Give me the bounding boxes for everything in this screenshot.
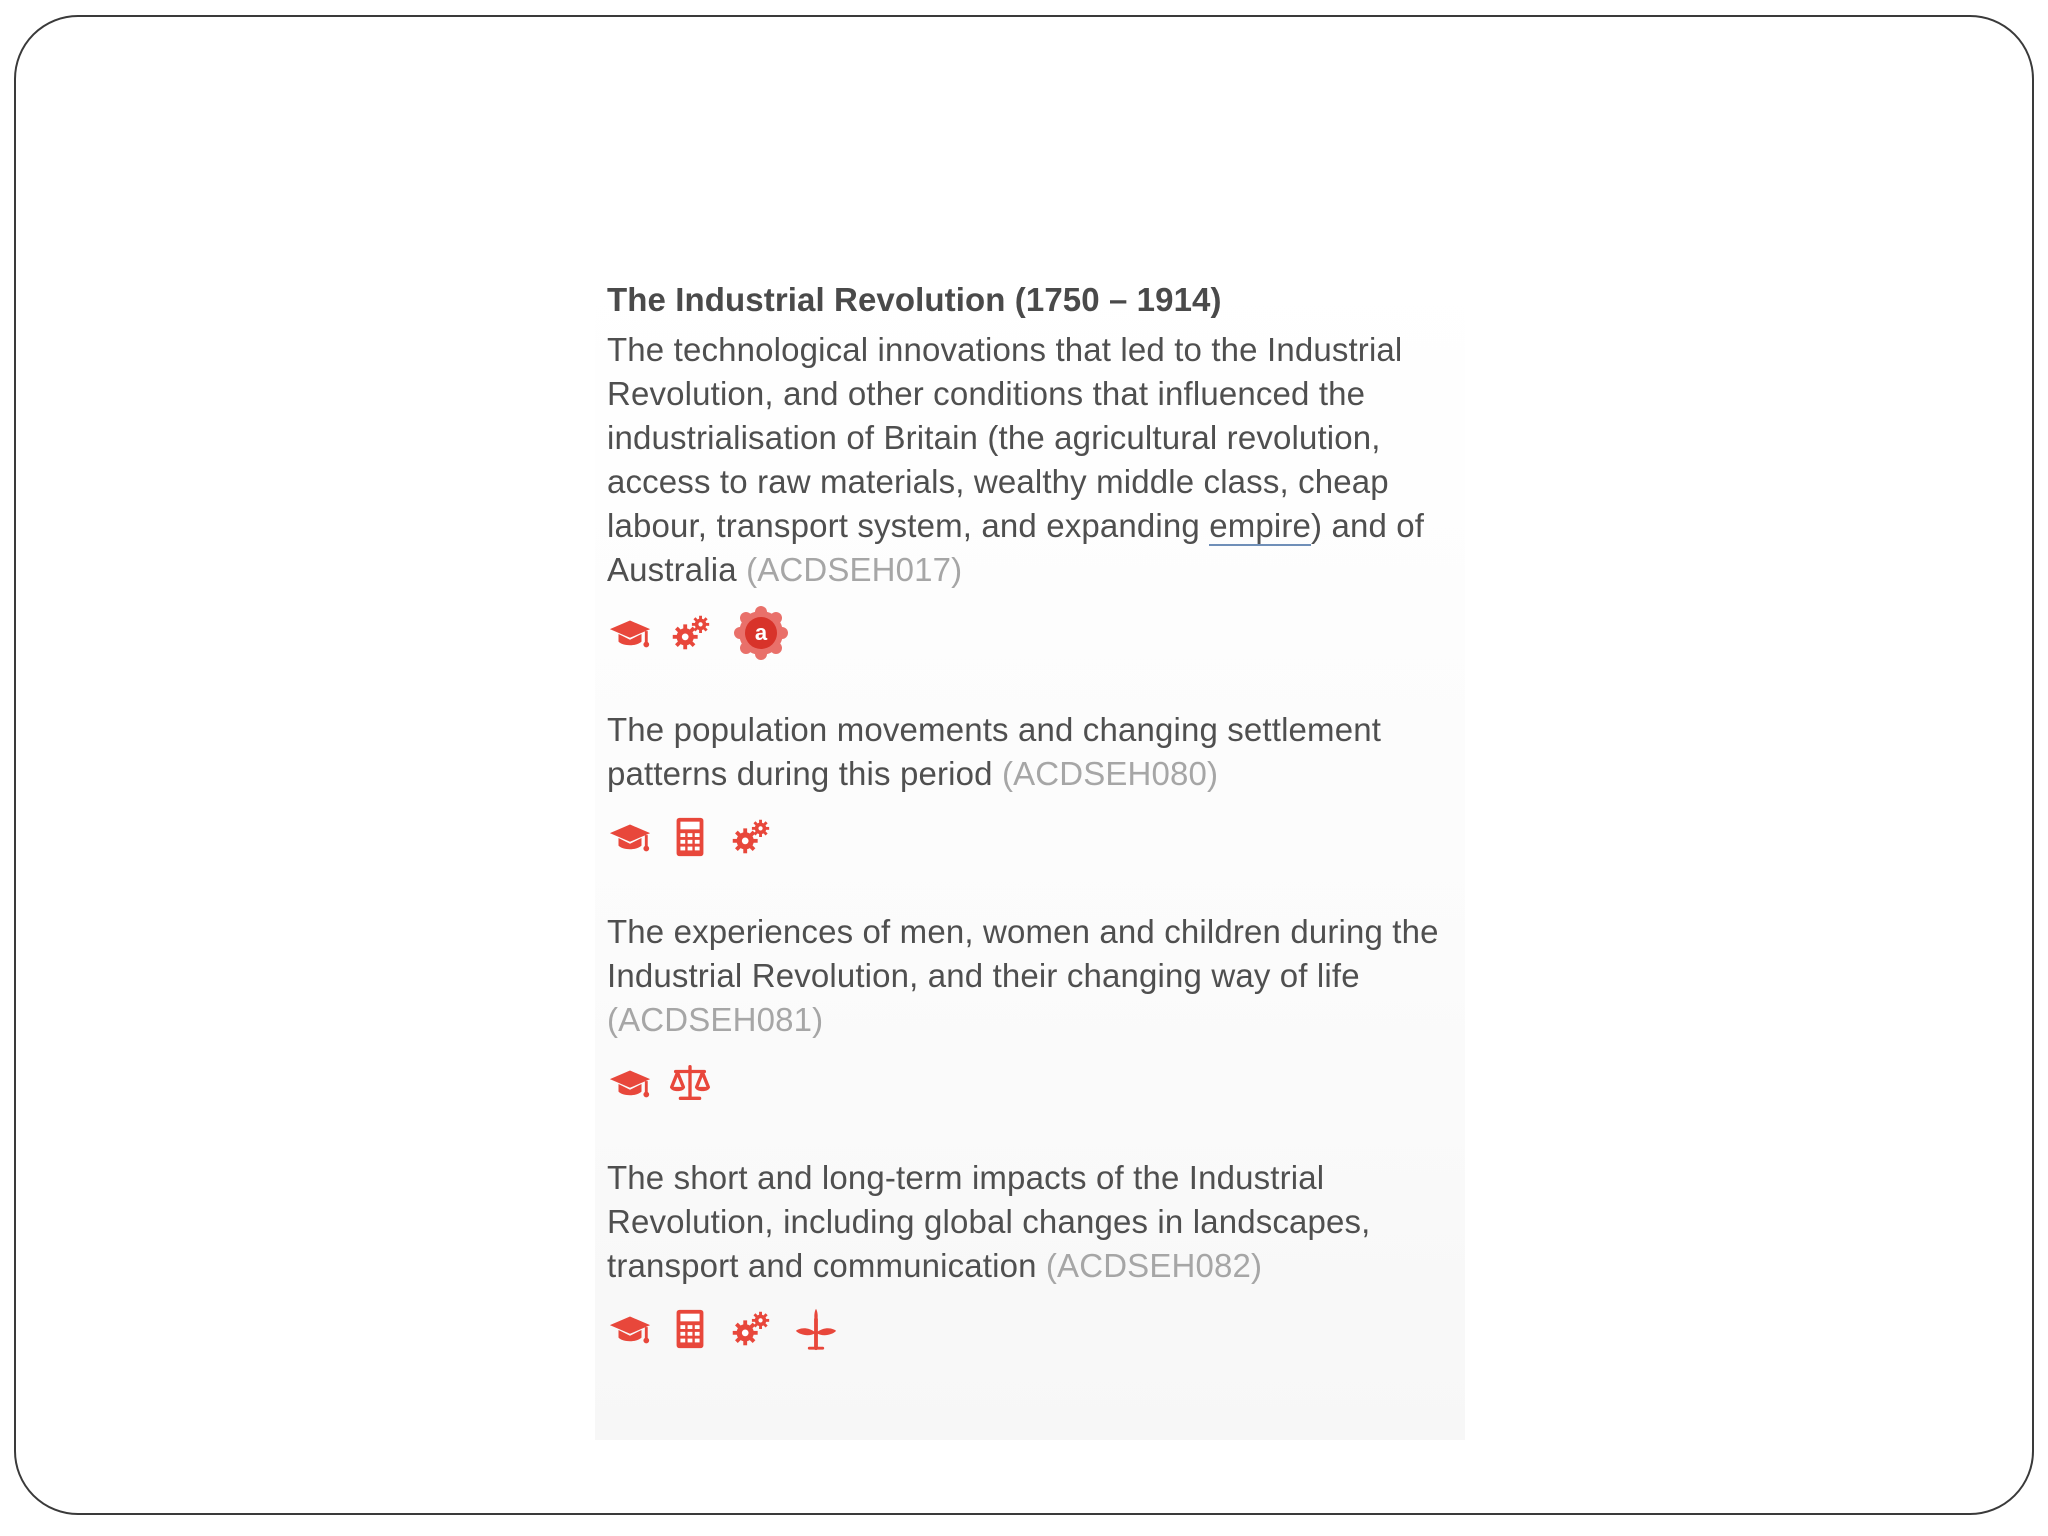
graduation-cap-icon[interactable] xyxy=(607,1306,653,1352)
content-code[interactable]: (ACDSEH082) xyxy=(1045,1247,1263,1284)
curriculum-content xyxy=(607,276,1467,1402)
section-heading: The Industrial Revolution (1750 – 1914) xyxy=(607,281,1222,318)
item-description xyxy=(607,708,1467,796)
content-code[interactable]: (ACDSEH017) xyxy=(746,551,963,588)
graduation-cap-icon[interactable] xyxy=(607,814,653,860)
calculator-icon[interactable] xyxy=(667,1306,713,1352)
gears-icon[interactable] xyxy=(727,814,773,860)
item-text: The short and long-term impacts of the Industrial Revolution, including global changes in landscapes, transport and communication xyxy=(607,1159,1371,1284)
badge-letter: a xyxy=(754,620,768,645)
capability-icons xyxy=(607,606,1467,660)
item-description xyxy=(607,910,1467,1042)
item-description xyxy=(607,1156,1467,1288)
curriculum-item xyxy=(607,1156,1467,1356)
curriculum-item xyxy=(607,910,1467,1110)
content-code[interactable]: (ACDSEH080) xyxy=(1001,755,1219,792)
empire-link[interactable]: empire xyxy=(1209,507,1311,544)
gears-icon[interactable] xyxy=(727,1306,773,1352)
capability-icons xyxy=(607,810,1467,864)
curriculum-item xyxy=(607,328,1467,660)
item-text: The technological innovations that led to the Industrial Revolution, and other conditions that influenced the industrialisation of Britain (the agricultural revolution, access to raw materials, wealthy middle class, cheap labour, transport system, and expanding xyxy=(607,331,1403,544)
item-text: The population movements and changing settlement patterns during this period xyxy=(607,711,1382,792)
content-code[interactable]: (ACDSEH081) xyxy=(607,1001,824,1038)
capability-icons xyxy=(607,1056,1467,1110)
sprout-icon[interactable] xyxy=(793,1306,839,1352)
item-text-after: ) and of Australia xyxy=(607,507,1425,588)
badge-a-icon[interactable] xyxy=(733,605,789,661)
gears-icon[interactable] xyxy=(667,610,713,656)
graduation-cap-icon[interactable] xyxy=(607,610,653,656)
item-text: The experiences of men, women and children during the Industrial Revolution, and their changing way of life xyxy=(607,913,1439,994)
graduation-cap-icon[interactable] xyxy=(607,1060,653,1106)
curriculum-item xyxy=(607,708,1467,864)
scales-icon[interactable] xyxy=(667,1060,713,1106)
item-description xyxy=(607,328,1467,592)
capability-icons xyxy=(607,1302,1467,1356)
calculator-icon[interactable] xyxy=(667,814,713,860)
